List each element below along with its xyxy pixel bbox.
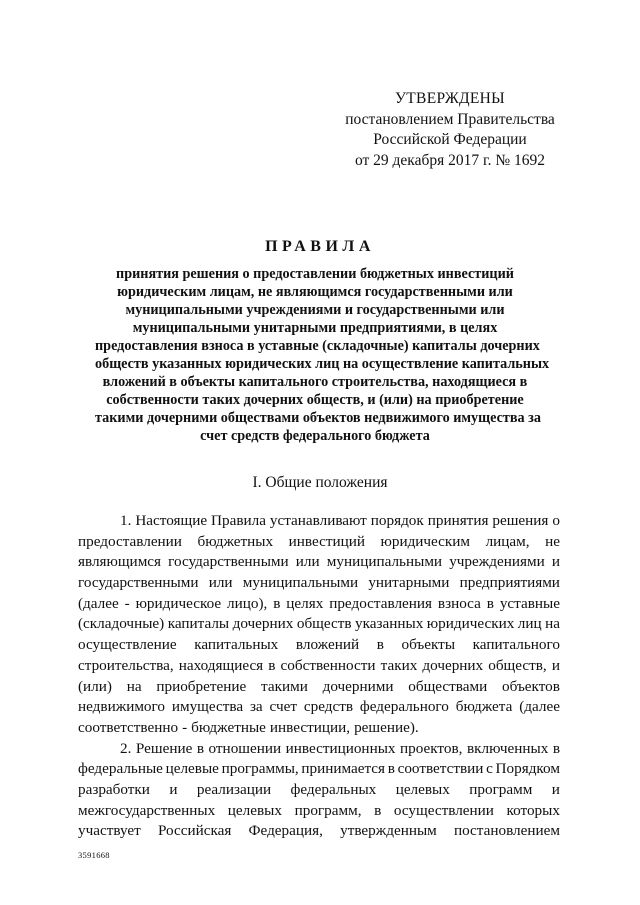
body-word: постановлением: [453, 822, 560, 840]
body-word: федеральных: [290, 780, 377, 798]
body-word: указанных: [355, 615, 424, 633]
body-word: находящиеся: [178, 656, 264, 674]
body-word: объектов: [502, 677, 560, 695]
body-word: обществ: [296, 615, 352, 633]
body-line: [78, 532, 560, 553]
subtitle-line: юридическим лицам, не являющимся государственными или: [117, 284, 513, 300]
body-word: муниципальными: [326, 553, 443, 571]
body-word: такими: [261, 677, 308, 695]
body-word: бюджетные: [191, 718, 266, 736]
approval-stamp-title: УТВЕРЖДЕНЫ: [395, 90, 505, 107]
body-word: и: [551, 780, 560, 798]
subtitle-line: предоставления взноса в уставные (складочные) капиталы дочерних: [95, 338, 540, 354]
body-word: межгосударственных: [78, 801, 216, 819]
body-word: строительства,: [78, 656, 174, 674]
body-word: предприятиями: [459, 574, 560, 592]
body-word: принятия: [427, 512, 489, 529]
body-word: Федерация,: [248, 822, 323, 840]
body-word: бюджета: [455, 698, 513, 716]
body-word: бюджетных: [197, 532, 274, 550]
body-word: за: [249, 698, 263, 716]
body-word: предоставления: [329, 594, 433, 612]
body-word: юридических: [426, 615, 515, 633]
body-word: о: [552, 512, 560, 529]
body-line: [78, 821, 560, 842]
body-word: вложений: [295, 636, 360, 654]
body-line: [78, 614, 560, 635]
body-word: в: [196, 739, 205, 757]
body-word: разработки: [78, 780, 150, 798]
body-word: (далее: [78, 594, 119, 612]
body-line: [78, 697, 560, 718]
body-word: осуществлении: [393, 801, 494, 819]
body-line: [78, 718, 560, 739]
body-word: -: [182, 718, 188, 736]
subtitle-line: вложений в объекты капитального строительства, находящиеся в: [102, 374, 528, 390]
body-word: унитарными: [368, 574, 450, 592]
body-word: программ: [469, 780, 533, 798]
body-line: [78, 573, 560, 594]
subtitle-line: обществ указанных юридических лиц на осуществление капитальных: [95, 356, 550, 372]
body-word: программ,: [294, 801, 362, 819]
body-word: утвержденным: [340, 822, 437, 840]
body-word: в: [268, 656, 276, 674]
body-word: инвестиционных: [285, 739, 396, 757]
approval-line-date-number: от 29 декабря 2017 г. № 1692: [354, 151, 546, 169]
body-word: объекты: [401, 636, 456, 654]
body-word: государственными: [168, 553, 289, 571]
section-heading: I. Общие положения: [252, 474, 388, 491]
body-word: Российская: [157, 822, 232, 840]
body-word: 2.: [120, 739, 132, 757]
body-word: имущества: [171, 698, 244, 716]
body-word: в: [486, 594, 494, 612]
body-word: счет: [269, 698, 297, 716]
body-word: взноса: [437, 594, 481, 612]
body-word: целевых: [395, 780, 450, 798]
body-word: являющимся: [78, 553, 162, 571]
body-word: в: [376, 636, 384, 654]
body-line: [78, 739, 560, 760]
body-word: в: [273, 594, 281, 612]
subtitle-line: муниципальными учреждениями и государственными или: [125, 302, 505, 318]
body-word: осуществление: [78, 636, 177, 654]
body-word: учреждениями: [449, 553, 545, 571]
body-word: лицам,: [485, 532, 530, 550]
subtitle-line: муниципальными унитарными предприятиями, в целях: [132, 320, 498, 336]
body-line: [78, 780, 560, 801]
body-word: (или): [78, 677, 112, 695]
body-word: 1.: [120, 512, 132, 529]
body-word: муниципальными: [242, 574, 359, 592]
body-word: дочерних: [232, 615, 294, 633]
body-line: [78, 552, 560, 573]
body-word: обществ,: [488, 656, 547, 674]
body-word: (складочные): [78, 615, 165, 633]
body-word: целях: [286, 594, 324, 612]
body-word: таких: [380, 656, 418, 674]
body-word: целевых: [227, 801, 282, 819]
approval-line-decree: постановлением Правительства: [345, 110, 555, 128]
body-word: в: [552, 739, 560, 757]
body-word: решения: [492, 512, 549, 529]
body-word: дочерними: [322, 677, 394, 695]
body-word: или: [208, 574, 233, 592]
body-word: решение).: [354, 718, 419, 736]
document-subtitle: [95, 265, 550, 445]
body-word: капиталы: [167, 615, 230, 633]
body-word: устанавливают: [269, 512, 367, 529]
subtitle-line: такими дочерними обществами объектов недвижимого имущества за: [95, 410, 541, 426]
document-code: 3591668: [78, 850, 110, 860]
body-line: [78, 635, 560, 656]
body-word: соответственно: [78, 718, 179, 736]
body-word: федерального: [359, 698, 449, 716]
body-word: капитального: [472, 636, 560, 654]
body-word: приобретение: [156, 677, 247, 695]
body-text: [78, 511, 560, 842]
body-word: юридическое: [135, 594, 222, 612]
body-word: не: [545, 532, 560, 550]
body-word: и: [551, 656, 560, 674]
body-word: средств: [303, 698, 354, 716]
body-word: реализации: [196, 780, 272, 798]
body-word: и: [169, 780, 178, 798]
body-word: государственными: [78, 574, 199, 592]
body-word: принимается: [301, 760, 386, 778]
body-word: инвестиций: [288, 532, 365, 550]
body-word: собственности: [280, 656, 376, 674]
body-word: -: [124, 594, 130, 612]
subtitle-line: собственности таких дочерних обществ, и (или) на приобретение: [106, 392, 524, 408]
body-word: порядок: [370, 512, 424, 529]
approval-block: [330, 89, 570, 171]
body-word: соответствии: [397, 760, 484, 778]
body-word: целевые: [165, 760, 219, 778]
body-word: Настоящие: [135, 512, 208, 529]
body-word: или: [295, 553, 320, 571]
body-line: [78, 594, 560, 615]
body-word: уставные: [499, 594, 560, 612]
body-word: федеральные: [78, 760, 163, 778]
body-word: инвестиции,: [269, 718, 351, 736]
body-word: на: [545, 615, 560, 633]
body-word: программы,: [221, 760, 299, 778]
body-word: недвижимого: [78, 698, 165, 716]
body-word: и: [551, 553, 560, 571]
body-word: дочерних: [422, 656, 484, 674]
subtitle-line: принятия решения о предоставлении бюджетных инвестиций: [116, 266, 514, 282]
body-word: Решение: [135, 739, 193, 757]
approval-line-federation: Российской Федерации: [373, 131, 527, 148]
body-word: отношении: [208, 739, 282, 757]
body-word: в: [374, 801, 382, 819]
body-line: [78, 511, 560, 532]
body-word: лицо),: [227, 594, 268, 612]
body-word: Порядком: [495, 760, 560, 778]
body-word: в: [387, 760, 395, 778]
body-word: (далее: [519, 698, 560, 716]
body-line: [78, 656, 560, 677]
body-line: [78, 677, 560, 698]
body-word: включенных: [466, 739, 549, 757]
body-word: Правила: [211, 512, 266, 529]
body-line: [78, 801, 560, 822]
body-word: на: [126, 677, 142, 695]
body-word: проектов,: [400, 739, 463, 757]
body-word: предоставлении: [78, 532, 182, 550]
body-word: юридическим: [380, 532, 471, 550]
body-word: с: [486, 760, 493, 778]
body-word: лиц: [517, 615, 542, 633]
subtitle-line: счет средств федерального бюджета: [200, 428, 430, 444]
document-title: ПРАВИЛА: [265, 238, 375, 255]
body-word: обществами: [408, 677, 488, 695]
body-line: [78, 759, 560, 780]
body-word: которых: [506, 801, 560, 819]
body-word: участвует: [78, 822, 141, 840]
body-word: капитальных: [194, 636, 279, 654]
